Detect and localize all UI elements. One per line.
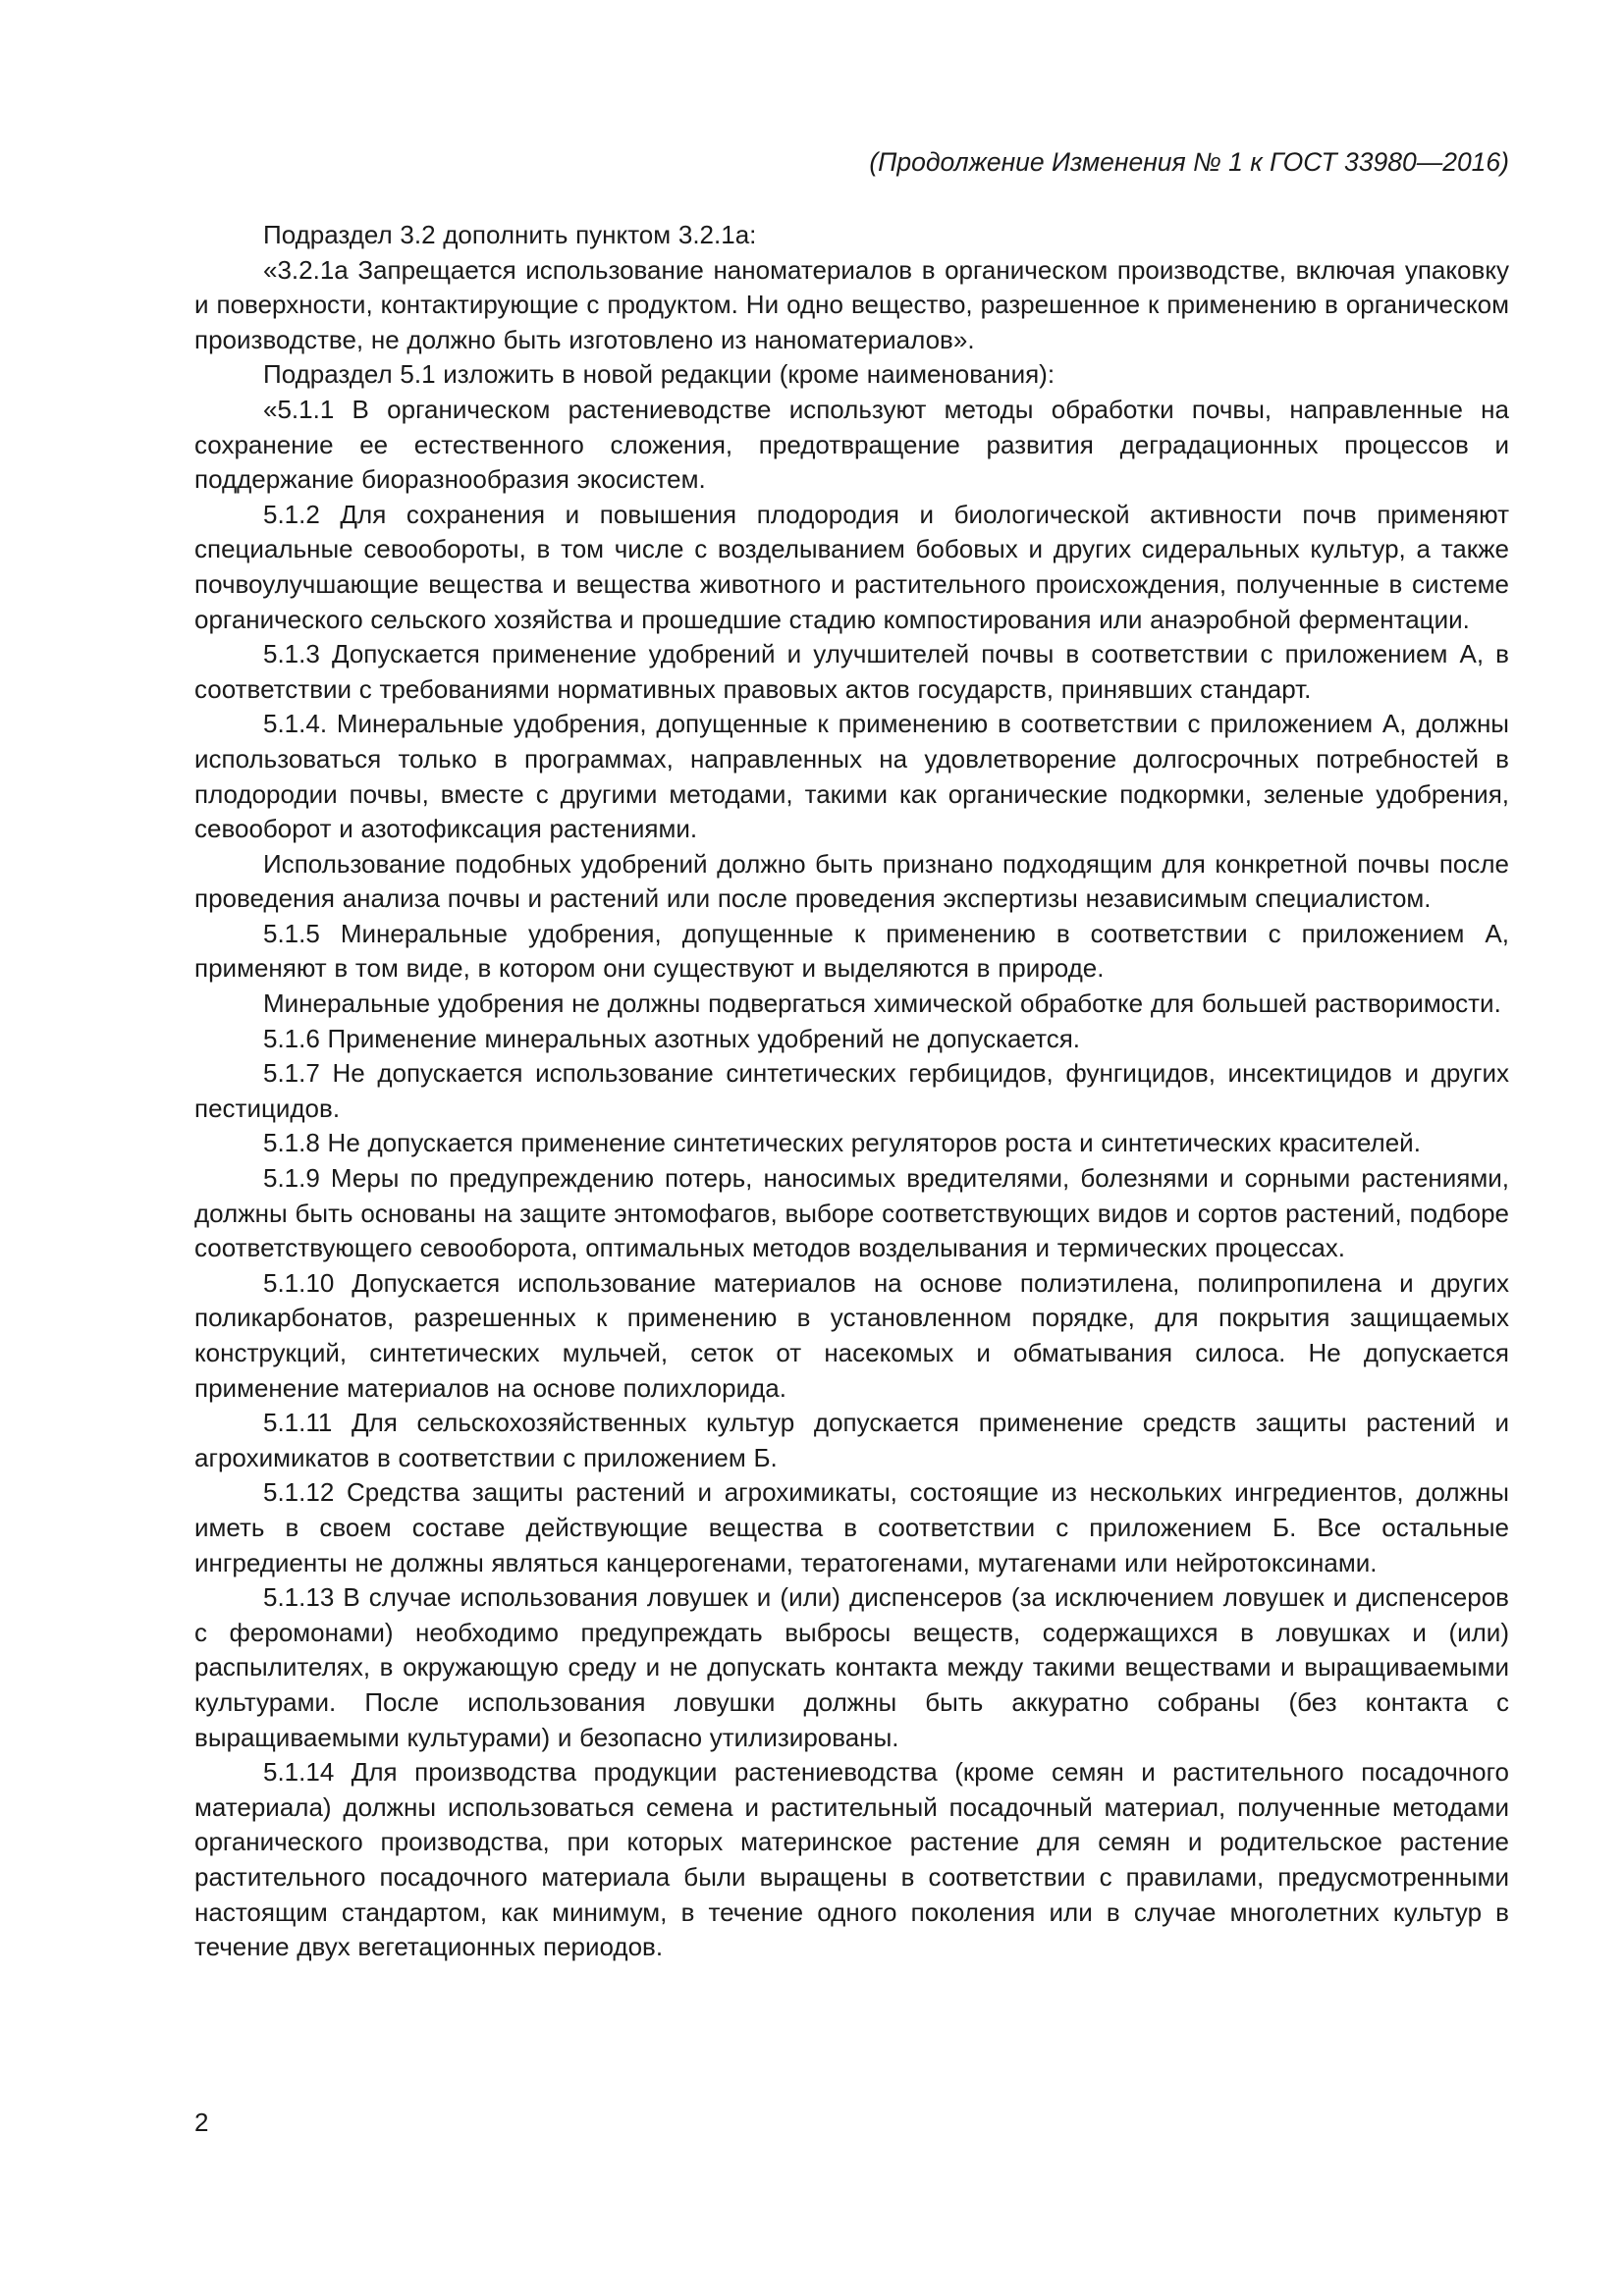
paragraph-5-1-5: 5.1.5 Минеральные удобрения, допущенные к применению в соответствии с приложением А, применяют в том виде, в котором они существуют и выделяются в природе. xyxy=(194,918,1509,984)
paragraph-5-1-11: 5.1.11 Для сельскохозяйственных культур допускается применение средств защиты растений и агрохимикатов в соответствии с приложением Б. xyxy=(194,1408,1509,1472)
running-header: (Продолжение Изменения № 1 к ГОСТ 33980—2016) xyxy=(869,147,1509,177)
paragraph-5-1-6: 5.1.6 Применение минеральных азотных удобрений не допускается. xyxy=(263,1023,1081,1053)
paragraph-5-1-12: 5.1.12 Средства защиты растений и агрохимикаты, состоящие из нескольких ингредиентов, должны иметь в своем составе действующие вещества в соответствии с приложением Б. Все остальные ингредиенты не должны являться канцерогенами, тератогенами, мутагенами или нейротоксинами. xyxy=(194,1477,1509,1577)
page-number: 2 xyxy=(194,2108,209,2137)
paragraph-5-1-3: 5.1.3 Допускается применение удобрений и улучшителей почвы в соответствии с приложением А, в соответствии с требованиями нормативных правовых актов государств, принявших стандарт. xyxy=(194,639,1509,704)
paragraph-5-1-10: 5.1.10 Допускается использование материалов на основе полиэтилена, полипропилена и других поликарбонатов, разрешенных к применению в установленном порядке, для покрытия защищаемых конструкций, синтетических мульчей, сеток от насекомых и обматывания силоса. Не допускается применение материалов на основе полихлорида. xyxy=(194,1267,1509,1403)
paragraph-5-1-2: 5.1.2 Для сохранения и повышения плодородия и биологической активности почв применяют специальные севообороты, в том числе с возделыванием бобовых и других сидеральных культур, а также почвоулучшающие вещества и вещества животного и растительного происхождения, полученные в системе органического сельского хозяйства и прошедшие стадию компостирования или анаэробной ферментации. xyxy=(194,499,1509,634)
paragraph-5-1-9: 5.1.9 Меры по предупреждению потерь, наносимых вредителями, болезнями и сорными растениями, должны быть основаны на защите энтомофагов, выборе соответствующих видов и сортов растений, подборе соответствующего севооборота, оптимальных методов возделывания и термических процессах. xyxy=(194,1163,1509,1263)
paragraph-5-1-1: «5.1.1 В органическом растениеводстве используют методы обработки почвы, направленные на сохранение ее естественного сложения, предотвращение развития деградационных процессов и поддержание биоразнообразия экосистем. xyxy=(194,394,1509,495)
paragraph-5-1-14: 5.1.14 Для производства продукции растениеводства (кроме семян и растительного посадочного материала) должны использоваться семена и растительный посадочный материал, полученные методами органического производства, при которых материнское растение для семян и родительское растение растительного посадочного материала были выращены в соответствии с правилами, предусмотренными настоящим стандартом, как минимум, в течение одного поколения или в случае многолетних культур в течение двух вегетационных периодов. xyxy=(194,1757,1509,1962)
paragraph-5-1-4-continued: Использование подобных удобрений должно быть признано подходящим для конкретной почвы после проведения анализа почвы и растений или после проведения экспертизы независимым специалистом. xyxy=(194,848,1509,914)
paragraph-5-1-5-continued: Минеральные удобрения не должны подвергаться химической обработке для большей растворимости. xyxy=(263,988,1501,1019)
paragraph-5-1-8: 5.1.8 Не допускается применение синтетических регуляторов роста и синтетических красителей. xyxy=(263,1128,1421,1158)
paragraph-subsection-5-1-intro: Подраздел 5.1 изложить в новой редакции (кроме наименования): xyxy=(263,359,1056,390)
paragraph-subsection-3-2-intro: Подраздел 3.2 дополнить пунктом 3.2.1а: xyxy=(263,220,757,249)
paragraph-5-1-4: 5.1.4. Минеральные удобрения, допущенные к применению в соответствии с приложением А, должны использоваться только в программах, направленных на удовлетворение долгосрочных потребностей в плодородии почвы, вместе с другими методами, такими как органические подкормки, зеленые удобрения, севооборот и азотофиксация растениями. xyxy=(194,709,1509,844)
document-body xyxy=(194,218,1509,1965)
paragraph-5-1-7: 5.1.7 Не допускается использование синтетических гербицидов, фунгицидов, инсектицидов и других пестицидов. xyxy=(194,1058,1509,1123)
paragraph-5-1-13: 5.1.13 В случае использования ловушек и (или) диспенсеров (за исключением ловушек и диспенсеров с феромонами) необходимо предупреждать выбросы веществ, содержащихся в ловушках и (или) распылителях, в окружающую среду и не допускать контакта между такими веществами и выращиваемыми культурами. После использования ловушки должны быть аккуратно собраны (без контакта с выращиваемыми культурами) и безопасно утилизированы. xyxy=(194,1582,1509,1752)
paragraph-3-2-1a: «3.2.1а Запрещается использование наноматериалов в органическом производстве, включая упаковку и поверхности, контактирующие с продуктом. Ни одно вещество, разрешенное к применению в органическом производстве, не должно быть изготовлено из наноматериалов». xyxy=(194,254,1509,354)
